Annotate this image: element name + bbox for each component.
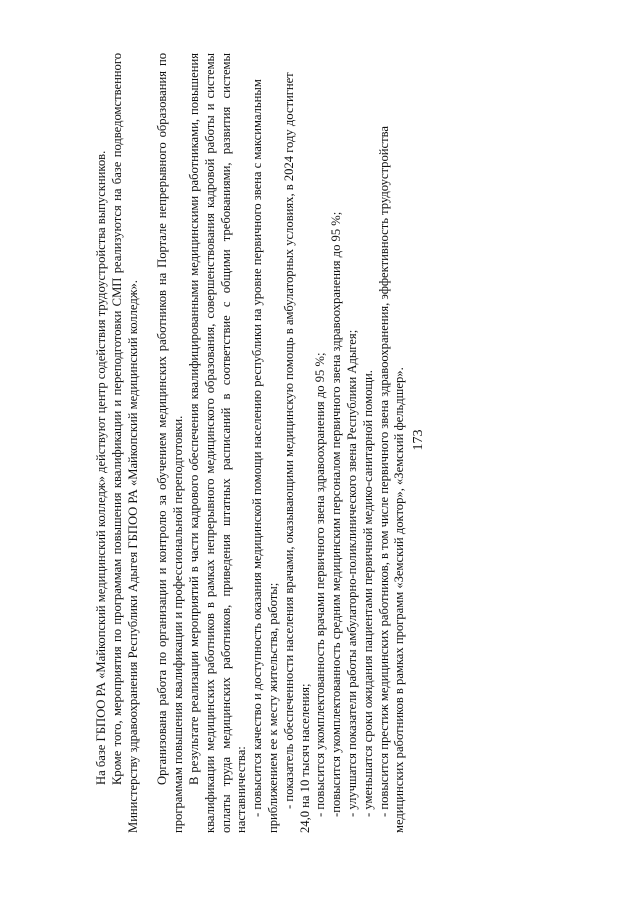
paragraph-portal-training: Организована работа по организации и контролю за обучением медицинских работников на Портале непрерывного образования по программам повышения квалификации и профессиональной переподготовки. [155,53,186,833]
paragraph-results-intro: В результате реализации мероприятий в части кадрового обеспечения квалифицированными медицинскими работниками, повышения квалификации медицинских работников в рамках непрерывного медицинского образования, совершенствования кадровой работы и системы оплаты труда медицинских работников, приведения штатных расписаний в соответствие с общими требованиями, развития системы наставничества: [186,53,249,833]
bullet-outpatient-performance: - улучшатся показатели работы амбулаторно-поликлинического звена Республики Адыгея; [344,329,359,817]
bullet-doctor-ratio: - показатель обеспеченности населения врачами, оказывающими медицинскую помощь в амбулаторных условиях, в 2024 году достигнет 24,0 на 10 тысяч населения; [281,72,312,833]
bullet-doctor-staffing: - повысится укомплектованность врачами первичного звена здравоохранения до 95 %; [313,352,328,817]
paragraph-training-programs: Кроме того, мероприятия по программам повышения квалификации и переподготовки СМП реализуются на базе подведомственного Министерству здравоохранения Республики Адыгея ГБПОО РА «Майкопский медицинский колледж». [109,53,140,833]
bullet-quality-access: - повысится качество и доступность оказания медицинской помощи населению республики на уровне первичного звена с максимальным приближением ее к месту жительства, работы; [250,79,280,833]
document-body [94,53,408,833]
paragraph-career-center: На базе ГБПОО РА «Майкопский медицинский колледж» действуют центр содействия трудоустройства выпускников. [94,150,108,785]
bullet-prestige: - повысится престиж медицинских работников, в том числе первичного звена здравоохранения, эффективность трудоустройства медицинских работников в рамках программ «Земский доктор», «Земский фельдшер». [376,126,407,833]
bullet-waiting-time: - уменьшатся сроки ожидания пациентами первичной медико-санитарной помощи. [360,370,375,817]
page-number: 173 [411,429,426,451]
bullet-nurse-staffing: -повысится укомплектованность средним медицинским персоналом первичного звена здравоохранения до 95 %; [329,211,344,817]
paragraph-gap [141,53,155,833]
